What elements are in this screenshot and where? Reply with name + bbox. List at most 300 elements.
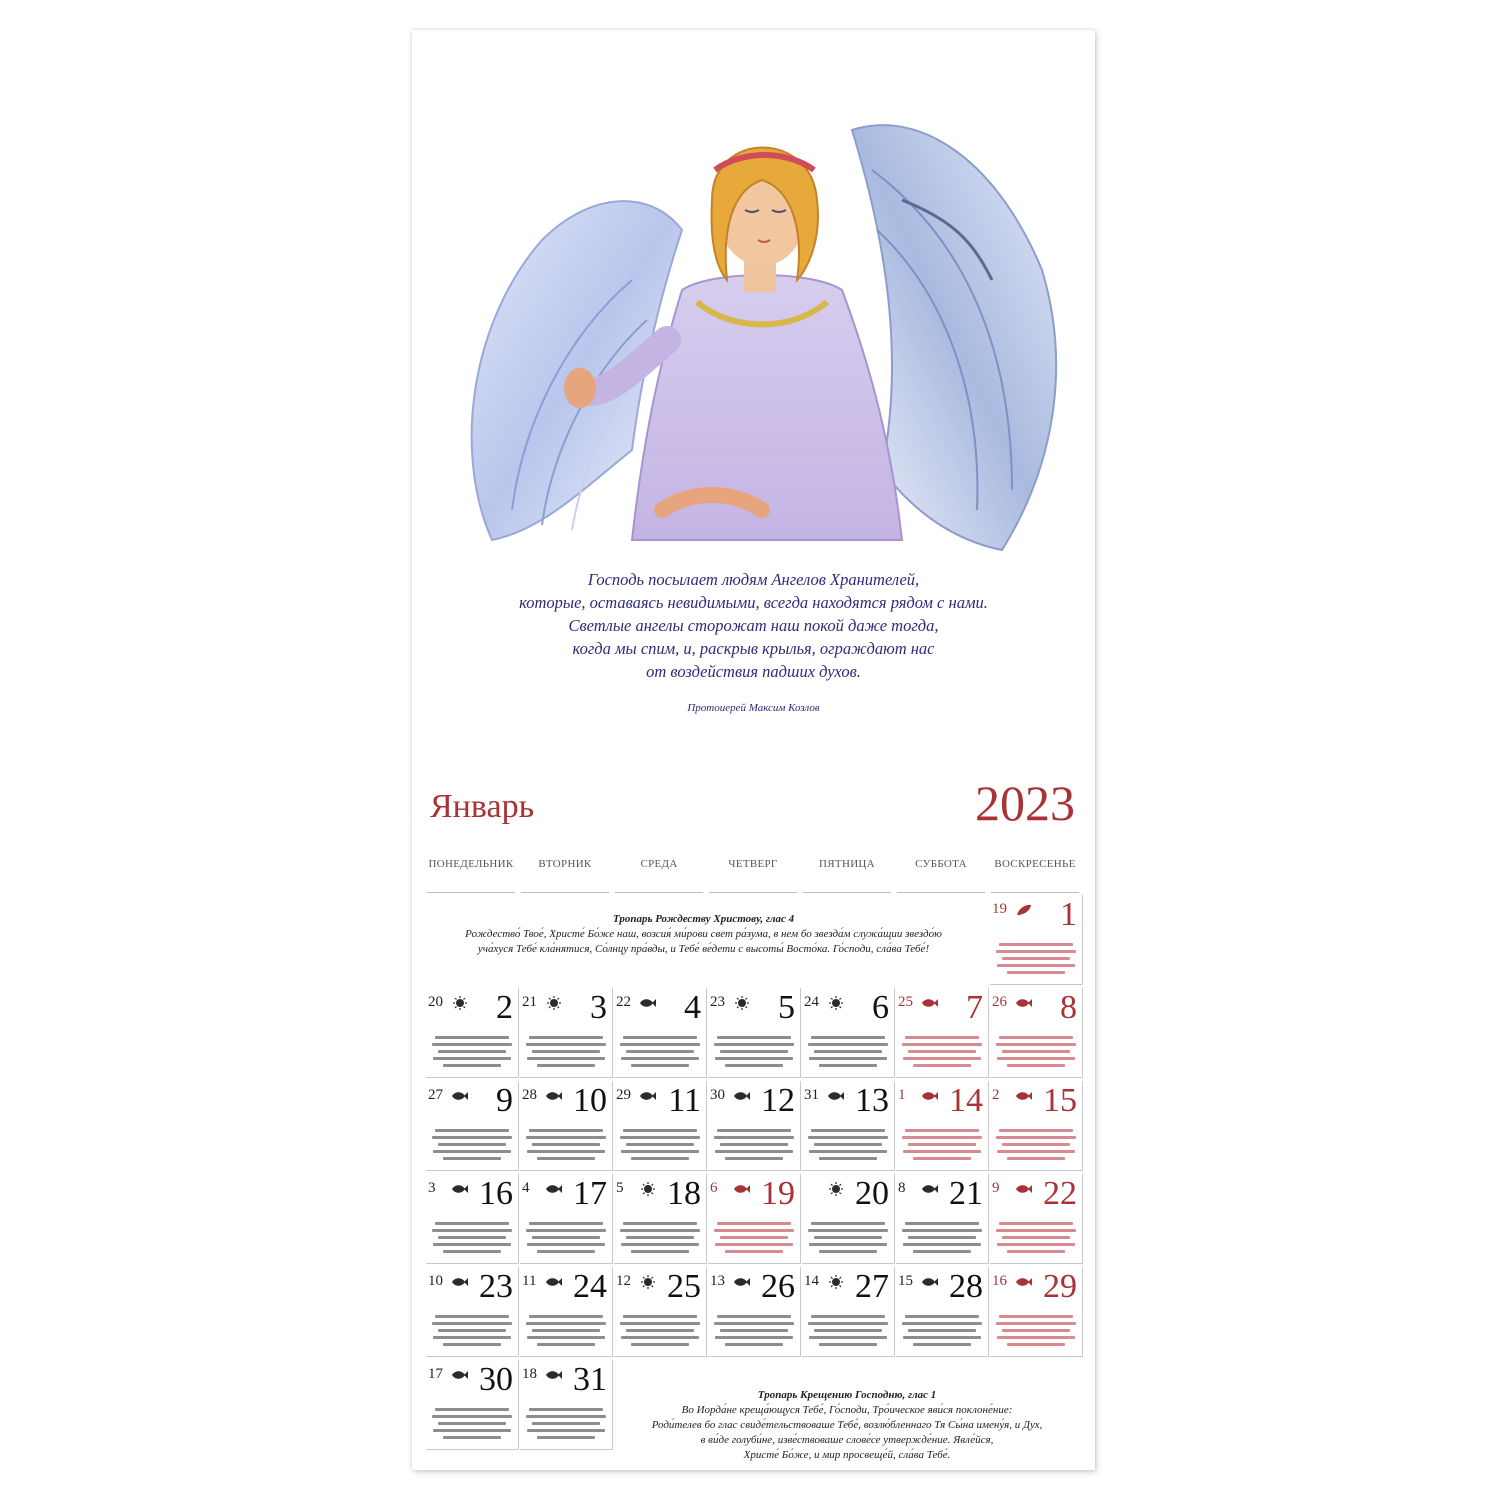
old-style-date: 5 [616, 1180, 624, 1196]
day-cell [708, 1267, 801, 1357]
text-line [902, 1322, 983, 1325]
text-line [811, 1036, 885, 1039]
saints-text-placeholder [430, 1032, 514, 1067]
text-line [537, 1157, 596, 1160]
old-style-date: 10 [428, 1273, 443, 1289]
saints-text-placeholder [618, 1032, 702, 1067]
text-line [1002, 1143, 1069, 1146]
saints-text-placeholder [524, 1125, 608, 1160]
fish-icon [1015, 1182, 1033, 1196]
old-style-date: 22 [616, 994, 631, 1010]
text-line [717, 1315, 791, 1318]
text-line [819, 1343, 878, 1346]
sun-icon [733, 996, 751, 1010]
saints-text-placeholder [618, 1218, 702, 1253]
text-line [526, 1043, 607, 1046]
text-line [1002, 1329, 1069, 1332]
text-line [532, 1050, 599, 1053]
fish-icon [921, 1275, 939, 1289]
fish-icon [921, 1182, 939, 1196]
text-line [808, 1229, 889, 1232]
day-cell [614, 988, 707, 1078]
text-line [621, 1243, 698, 1246]
text-line [620, 1229, 701, 1232]
text-line [527, 1150, 604, 1153]
text-line [717, 1222, 791, 1225]
text-line [819, 1064, 878, 1067]
troparion-line: в ви́де голуби́не, изве́ствоваше слове́се утвержде́ние. Явле́йся, [700, 1434, 994, 1446]
day-cell [426, 1360, 519, 1450]
day-number: 28 [949, 1268, 983, 1305]
text-line [432, 1322, 513, 1325]
day-cell [896, 1267, 989, 1357]
text-line [438, 1422, 505, 1425]
text-line [621, 1150, 698, 1153]
day-cell [426, 1174, 519, 1264]
text-line [443, 1250, 502, 1253]
text-line [1002, 1050, 1069, 1053]
text-line [811, 1129, 885, 1132]
text-line [438, 1329, 505, 1332]
text-line [814, 1050, 881, 1053]
old-style-date: 28 [522, 1087, 537, 1103]
saints-text-placeholder [712, 1218, 796, 1253]
old-style-date: 13 [710, 1273, 725, 1289]
text-line [903, 1243, 980, 1246]
day-cell [708, 1081, 801, 1171]
saints-text-placeholder [524, 1218, 608, 1253]
old-style-date: 26 [992, 994, 1007, 1010]
text-line [913, 1157, 972, 1160]
text-line [1007, 971, 1066, 974]
old-style-date: 24 [804, 994, 819, 1010]
text-line [433, 1336, 510, 1339]
text-line [433, 1150, 510, 1153]
text-line [529, 1408, 603, 1411]
text-line [720, 1050, 787, 1053]
troparion-line: уча́хуся Тебе́ кла́нятися, Со́лнцу пра́вды, и Тебе́ ве́дети с высоты́ Восто́ка. Го́споди, сла́ва Тебе́! [477, 943, 930, 955]
fish-icon [921, 996, 939, 1010]
text-line [811, 1222, 885, 1225]
fish-icon [545, 1182, 563, 1196]
sun-icon [827, 1275, 845, 1289]
text-line [626, 1329, 693, 1332]
old-style-date: 31 [804, 1087, 819, 1103]
fish-icon [451, 1182, 469, 1196]
fish-icon [827, 1089, 845, 1103]
text-line [435, 1129, 509, 1132]
text-line [905, 1315, 979, 1318]
text-line [1007, 1064, 1066, 1067]
troparion-theophany [612, 1388, 1082, 1463]
text-line [529, 1036, 603, 1039]
day-number: 10 [573, 1082, 607, 1119]
text-line [623, 1315, 697, 1318]
troparion-christmas [426, 912, 981, 957]
saints-text-placeholder [712, 1311, 796, 1346]
day-cell [520, 1267, 613, 1357]
day-number: 18 [667, 1175, 701, 1212]
day-cell [802, 1174, 895, 1264]
text-line [809, 1057, 886, 1060]
text-line [714, 1136, 795, 1139]
day-cell [426, 1081, 519, 1171]
day-cell [614, 1174, 707, 1264]
text-line [537, 1250, 596, 1253]
text-line [1007, 1343, 1066, 1346]
text-line [808, 1043, 889, 1046]
day-cell [614, 1081, 707, 1171]
day-cell [802, 988, 895, 1078]
day-cell [426, 988, 519, 1078]
text-line [902, 1136, 983, 1139]
text-line [997, 1243, 1074, 1246]
saints-text-placeholder [430, 1311, 514, 1346]
text-line [725, 1343, 784, 1346]
saints-text-placeholder [900, 1125, 984, 1160]
text-line [529, 1315, 603, 1318]
text-line [908, 1050, 975, 1053]
text-line [809, 1243, 886, 1246]
fish-icon [545, 1368, 563, 1382]
old-style-date: 27 [428, 1087, 443, 1103]
saints-text-placeholder [900, 1218, 984, 1253]
text-line [905, 1222, 979, 1225]
text-line [432, 1229, 513, 1232]
quote-line: Светлые ангелы сторожат наш покой даже тогда, [568, 616, 939, 635]
saints-text-placeholder [524, 1404, 608, 1439]
day-cell [520, 1174, 613, 1264]
calendar-sheet [412, 30, 1095, 1470]
text-line [714, 1229, 795, 1232]
text-line [999, 1036, 1073, 1039]
day-number: 20 [855, 1175, 889, 1212]
day-cell [896, 1081, 989, 1171]
saints-text-placeholder [994, 1311, 1078, 1346]
text-line [811, 1315, 885, 1318]
text-line [527, 1057, 604, 1060]
day-number: 31 [573, 1361, 607, 1398]
weekday-label: ПОНЕДЕЛЬНИК [427, 858, 515, 893]
saints-text-placeholder [430, 1404, 514, 1439]
text-line [908, 1236, 975, 1239]
day-number: 26 [761, 1268, 795, 1305]
old-style-date: 12 [616, 1273, 631, 1289]
saints-text-placeholder [524, 1311, 608, 1346]
quote-line: Господь посылает людям Ангелов Хранителей, [587, 570, 920, 589]
troparion-line: Роди́телев бо глас свиде́тельствоваше Тебе́, возлю́бленнаго Тя Сы́на имену́я, и Дух, [651, 1419, 1043, 1431]
text-line [626, 1236, 693, 1239]
text-line [715, 1150, 792, 1153]
text-line [631, 1064, 690, 1067]
old-style-date: 14 [804, 1273, 819, 1289]
day-cell [708, 988, 801, 1078]
text-line [438, 1236, 505, 1239]
day-cell [990, 1081, 1083, 1171]
old-style-date: 16 [992, 1273, 1007, 1289]
old-style-date: 4 [522, 1180, 530, 1196]
day-number: 24 [573, 1268, 607, 1305]
day-number: 30 [479, 1361, 513, 1398]
sun-icon [451, 996, 469, 1010]
text-line [432, 1415, 513, 1418]
text-line [537, 1436, 596, 1439]
old-style-date: 3 [428, 1180, 436, 1196]
text-line [631, 1343, 690, 1346]
text-line [1002, 957, 1069, 960]
fish-icon [639, 1089, 657, 1103]
old-style-date: 23 [710, 994, 725, 1010]
old-style-date: 25 [898, 994, 913, 1010]
text-line [526, 1322, 607, 1325]
troparion-line: Христе́ Бо́же, и мир просвеще́й, сла́ва Тебе́. [743, 1449, 951, 1461]
weekday-label: ПЯТНИЦА [803, 858, 891, 893]
old-style-date: 15 [898, 1273, 913, 1289]
day-number: 29 [1043, 1268, 1077, 1305]
quote-line: когда мы спим, и, раскрыв крылья, ограждают нас [572, 639, 935, 658]
day-number: 17 [573, 1175, 607, 1212]
day-number: 7 [966, 989, 983, 1026]
day-number: 15 [1043, 1082, 1077, 1119]
troparion-line: Рождество́ Твое́, Христе́ Бо́же наш, возсия́ ми́рови свет ра́зума, в нем бо звезда́м служа́щии звездо́ю [465, 928, 942, 940]
day-cell [520, 1360, 613, 1450]
fish-icon [733, 1275, 751, 1289]
text-line [626, 1050, 693, 1053]
weekday-label: ЧЕТВЕРГ [709, 858, 797, 893]
text-line [532, 1236, 599, 1239]
text-line [715, 1243, 792, 1246]
day-cell [990, 1174, 1083, 1264]
text-line [438, 1050, 505, 1053]
text-line [997, 1336, 1074, 1339]
text-line [913, 1064, 972, 1067]
day-number: 6 [872, 989, 889, 1026]
old-style-date: 29 [616, 1087, 631, 1103]
text-line [903, 1150, 980, 1153]
text-line [631, 1157, 690, 1160]
day-number: 11 [668, 1082, 701, 1119]
troparion-title: Тропарь Рождеству Христову, глас 4 [612, 913, 795, 925]
text-line [526, 1136, 607, 1139]
text-line [621, 1057, 698, 1060]
text-line [714, 1322, 795, 1325]
old-style-date: 20 [428, 994, 443, 1010]
quote-block [412, 568, 1095, 683]
old-style-date: 6 [710, 1180, 718, 1196]
saints-text-placeholder [994, 1032, 1078, 1067]
fish-icon [1015, 1275, 1033, 1289]
day-cell [708, 1174, 801, 1264]
text-line [527, 1243, 604, 1246]
saints-text-placeholder [994, 1125, 1078, 1160]
day-number: 3 [590, 989, 607, 1026]
text-line [526, 1415, 607, 1418]
old-style-date: 11 [522, 1273, 537, 1289]
old-style-date: 18 [522, 1366, 537, 1382]
saints-text-placeholder [618, 1125, 702, 1160]
fish-icon [545, 1089, 563, 1103]
old-style-date: 8 [898, 1180, 906, 1196]
old-style-date: 1 [898, 1087, 906, 1103]
fish-icon [1015, 996, 1033, 1010]
text-line [814, 1236, 881, 1239]
text-line [433, 1243, 510, 1246]
text-line [808, 1322, 889, 1325]
text-line [620, 1322, 701, 1325]
text-line [725, 1157, 784, 1160]
day-cell [520, 1081, 613, 1171]
text-line [433, 1057, 510, 1060]
day-cell [614, 1267, 707, 1357]
text-line [903, 1336, 980, 1339]
text-line [725, 1064, 784, 1067]
troparion-line: Во Иорда́не креща́ющуся Тебе́, Го́споди, Тро́ическое яви́ся поклоне́ние: [681, 1404, 1013, 1416]
month-title: Январь [430, 788, 535, 825]
text-line [717, 1129, 791, 1132]
text-line [623, 1129, 697, 1132]
text-line [526, 1229, 607, 1232]
text-line [996, 1043, 1077, 1046]
saints-text-placeholder [712, 1125, 796, 1160]
fish-icon [451, 1089, 469, 1103]
text-line [532, 1143, 599, 1146]
day-number: 8 [1060, 989, 1077, 1026]
text-line [620, 1136, 701, 1139]
saints-text-placeholder [806, 1125, 890, 1160]
text-line [903, 1057, 980, 1060]
day-cell [896, 1174, 989, 1264]
saints-text-placeholder [430, 1125, 514, 1160]
old-style-date: 30 [710, 1087, 725, 1103]
text-line [529, 1222, 603, 1225]
text-line [537, 1064, 596, 1067]
fish-icon [921, 1089, 939, 1103]
fish-icon [1015, 1089, 1033, 1103]
angel-illustration [432, 70, 1075, 570]
text-line [720, 1143, 787, 1146]
quote-author: Протоиерей Максим Козлов [687, 702, 820, 714]
saints-text-placeholder [430, 1218, 514, 1253]
text-line [908, 1329, 975, 1332]
text-line [532, 1422, 599, 1425]
day-cell [802, 1081, 895, 1171]
text-line [725, 1250, 784, 1253]
text-line [902, 1229, 983, 1232]
text-line [626, 1143, 693, 1146]
text-line [1007, 1250, 1066, 1253]
fish-icon [545, 1275, 563, 1289]
day-number: 4 [684, 989, 701, 1026]
text-line [714, 1043, 795, 1046]
day-cell [990, 1267, 1083, 1357]
saints-text-placeholder [618, 1311, 702, 1346]
weekday-label: ВТОРНИК [521, 858, 609, 893]
text-line [808, 1136, 889, 1139]
leaf-icon [1015, 903, 1033, 917]
sun-icon [639, 1275, 657, 1289]
weekday-label: СУББОТА [897, 858, 985, 893]
text-line [621, 1336, 698, 1339]
text-line [717, 1036, 791, 1039]
fish-icon [451, 1275, 469, 1289]
fish-icon [733, 1182, 751, 1196]
day-cell [520, 988, 613, 1078]
saints-text-placeholder [806, 1311, 890, 1346]
old-style-date: 19 [992, 901, 1007, 917]
text-line [432, 1043, 513, 1046]
text-line [997, 964, 1074, 967]
day-number: 12 [761, 1082, 795, 1119]
day-cell [990, 988, 1083, 1078]
text-line [814, 1143, 881, 1146]
text-line [620, 1043, 701, 1046]
day-number: 1 [1060, 896, 1077, 933]
text-line [435, 1408, 509, 1411]
text-line [443, 1436, 502, 1439]
day-number: 22 [1043, 1175, 1077, 1212]
text-line [433, 1429, 510, 1432]
day-number: 25 [667, 1268, 701, 1305]
text-line [999, 1222, 1073, 1225]
day-number: 5 [778, 989, 795, 1026]
saints-text-placeholder [806, 1032, 890, 1067]
text-line [527, 1336, 604, 1339]
saints-text-placeholder [806, 1218, 890, 1253]
weekday-label: СРЕДА [615, 858, 703, 893]
text-line [715, 1336, 792, 1339]
old-style-date: 2 [992, 1087, 1000, 1103]
saints-text-placeholder [524, 1032, 608, 1067]
saints-text-placeholder [994, 939, 1078, 974]
text-line [435, 1036, 509, 1039]
day-cell [896, 988, 989, 1078]
text-line [999, 943, 1073, 946]
text-line [1007, 1157, 1066, 1160]
text-line [435, 1222, 509, 1225]
text-line [996, 1136, 1077, 1139]
text-line [537, 1343, 596, 1346]
saints-text-placeholder [712, 1032, 796, 1067]
text-line [814, 1329, 881, 1332]
saints-text-placeholder [994, 1218, 1078, 1253]
sun-icon [827, 996, 845, 1010]
text-line [631, 1250, 690, 1253]
text-line [913, 1343, 972, 1346]
text-line [905, 1036, 979, 1039]
old-style-date: 17 [428, 1366, 443, 1382]
text-line [905, 1129, 979, 1132]
saints-text-placeholder [900, 1032, 984, 1067]
day-number: 23 [479, 1268, 513, 1305]
text-line [432, 1136, 513, 1139]
text-line [997, 1150, 1074, 1153]
text-line [438, 1143, 505, 1146]
text-line [809, 1336, 886, 1339]
text-line [997, 1057, 1074, 1060]
text-line [720, 1329, 787, 1332]
day-number: 13 [855, 1082, 889, 1119]
quote-line: которые, оставаясь невидимыми, всегда находятся рядом с нами. [519, 593, 988, 612]
text-line [443, 1157, 502, 1160]
day-number: 14 [949, 1082, 983, 1119]
text-line [529, 1129, 603, 1132]
day-number: 19 [761, 1175, 795, 1212]
fish-icon [639, 996, 657, 1010]
day-cell [426, 1267, 519, 1357]
text-line [999, 1315, 1073, 1318]
text-line [819, 1157, 878, 1160]
text-line [996, 1322, 1077, 1325]
